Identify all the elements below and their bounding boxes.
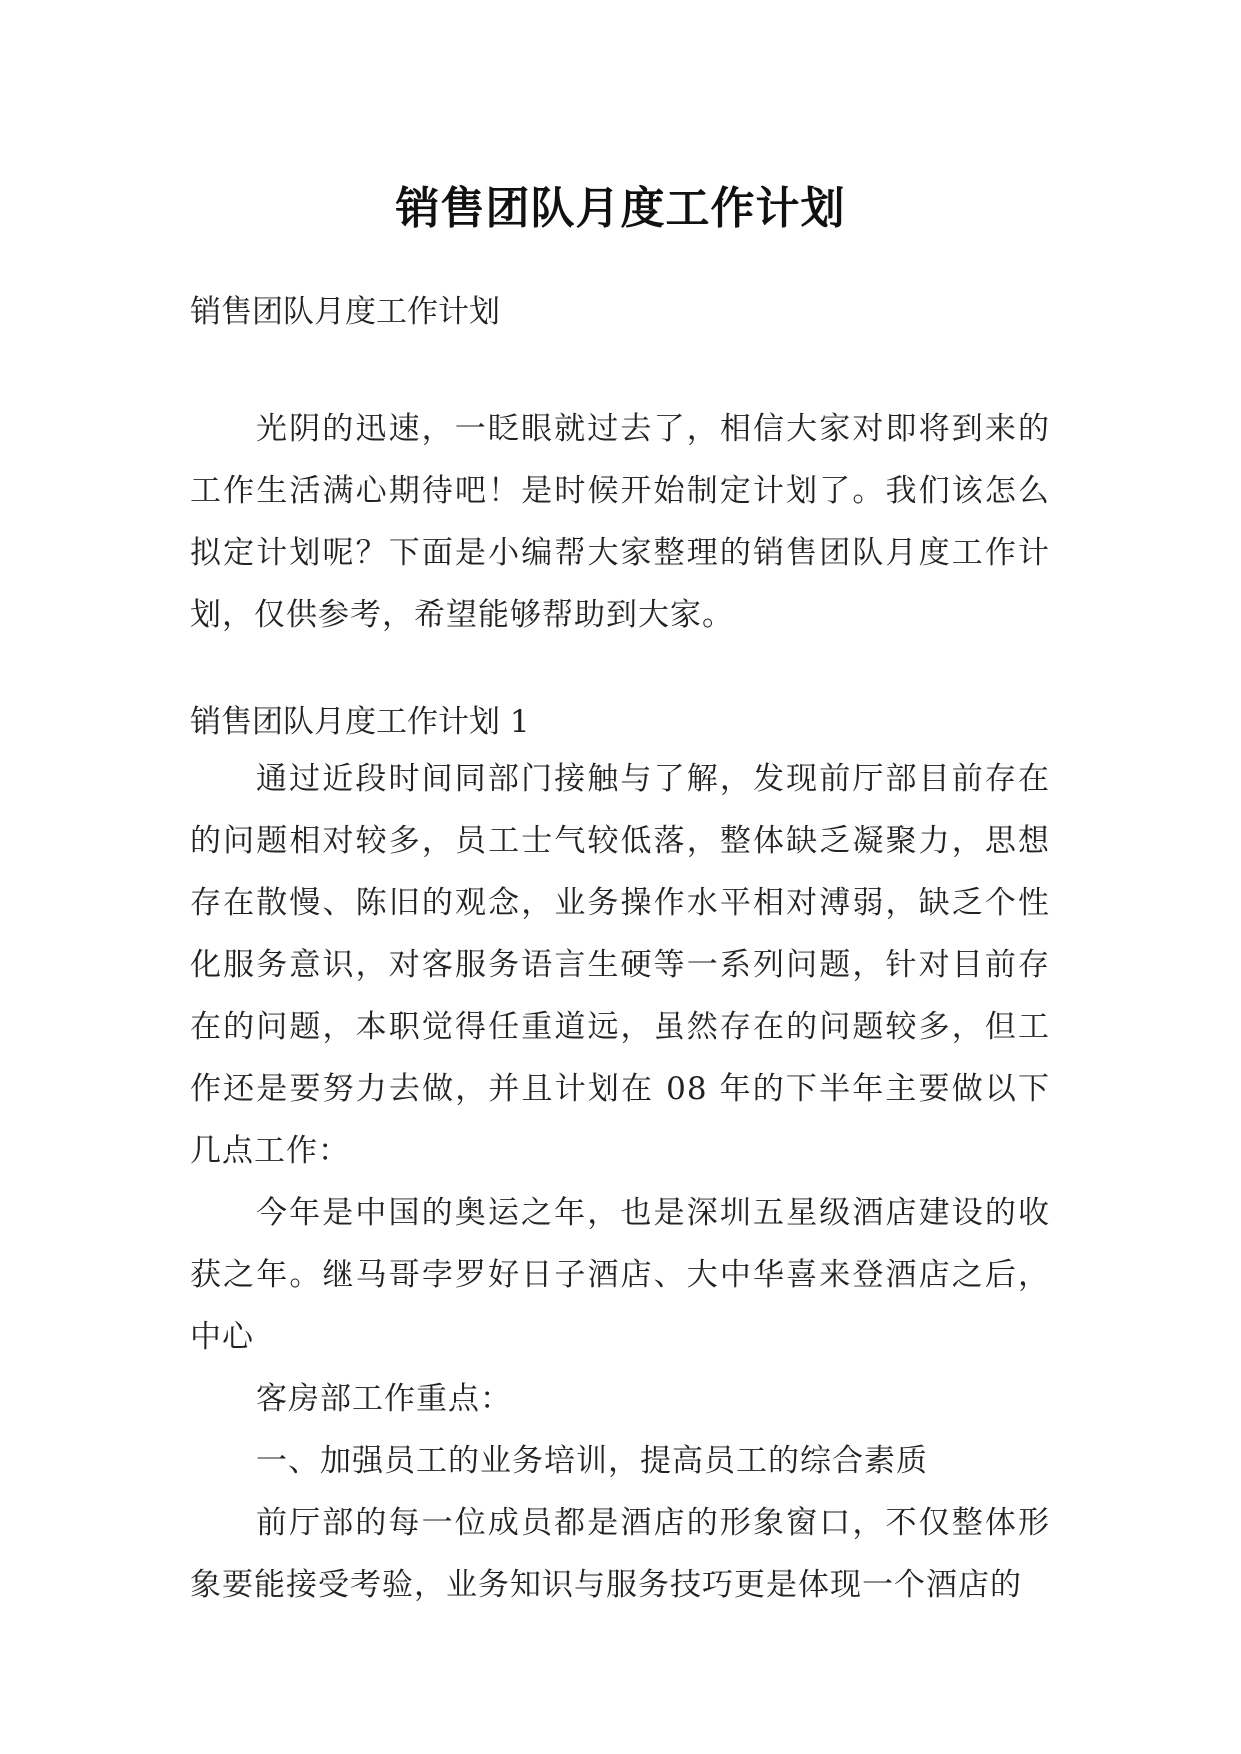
body-paragraph-2: 今年是中国的奥运之年，也是深圳五星级酒店建设的收获之年。继马哥孛罗好日子酒店、大中华喜来登酒店之后，中心	[190, 1195, 1050, 1355]
body-paragraph-4: 一、加强员工的业务培训，提高员工的综合素质	[256, 1443, 928, 1479]
body-paragraph-5: 前厅部的每一位成员都是酒店的形象窗口，不仅整体形象要能接受考验，业务知识与服务技巧更是体现一个酒店的	[190, 1505, 1050, 1603]
body-paragraph-3: 客房部工作重点：	[256, 1381, 512, 1417]
section-heading: 销售团队月度工作计划 1	[190, 704, 530, 740]
document-subtitle: 销售团队月度工作计划	[190, 294, 500, 330]
intro-section	[190, 398, 1050, 646]
document-title: 销售团队月度工作计划	[395, 183, 846, 235]
intro-paragraph: 光阴的迅速，一眨眼就过去了，相信大家对即将到来的工作生活满心期待吧！是时候开始制定计划了。我们该怎么拟定计划呢？下面是小编帮大家整理的销售团队月度工作计划，仅供参考，希望能够帮助到大家。	[190, 411, 1050, 633]
body-paragraph-1: 通过近段时间同部门接触与了解，发现前厅部目前存在的问题相对较多，员工士气较低落，整体缺乏凝聚力，思想存在散慢、陈旧的观念，业务操作水平相对溥弱，缺乏个性化服务意识，对客服务语言生硬等一系列问题，针对目前存在的问题，本职觉得任重道远，虽然存在的问题较多，但工作还是要努力去做，并且计划在 08 年的下半年主要做以下几点工作：	[190, 761, 1050, 1169]
body-section	[190, 748, 1050, 1616]
